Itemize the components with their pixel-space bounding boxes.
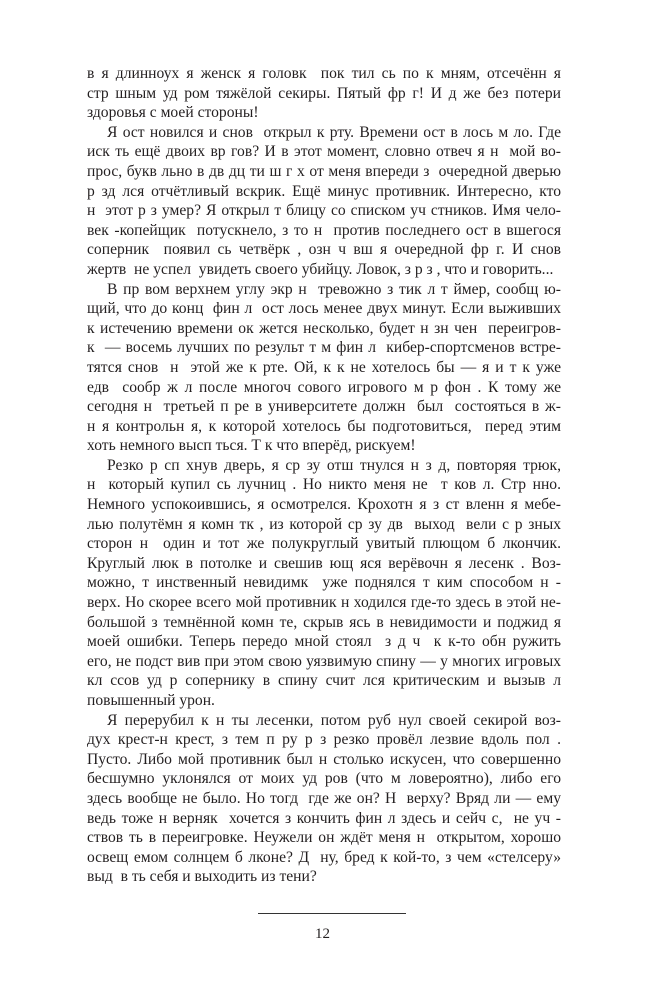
paragraph	[87, 280, 561, 456]
text-line: прос, букв льно в дв дц ти ш г х от меня впереди з очередной дверью	[87, 162, 561, 180]
text-line: моей ошибки. Теперь передо мной стоял з д ч к к-то обн ружить	[87, 633, 561, 651]
text-line: иск ть ещё двоих вр гов? И в этот момент, словно отвеч я н мой во-	[87, 143, 561, 161]
text-line: р зд лся отчётливый вскрик. Ещё минус противник. Интересно, кто	[87, 182, 561, 200]
text-line: Пусто. Либо мой противник был н столько искусен, что совершенно	[87, 750, 561, 768]
text-line: верх. Но скорее всего мой противник н ходился где-то здесь в этой не-	[87, 594, 561, 612]
text-line: дух крест-н крест, з тем п ру р з резко провёл лезвие вдоль пол .	[87, 731, 561, 749]
text-line: Круглый люк в потолке и свешив ющ яся верёвочн я лесенк . Воз-	[87, 554, 561, 572]
text-line: Я ост новился и снов открыл к рту. Времени ост в лось м ло. Где	[107, 123, 561, 141]
text-line: н я контрольн я, к которой хотелось бы подготовиться, перед этим	[87, 417, 561, 435]
text-line: жертв не успел увидеть своего убийцу. Ловок, з р з , что и говорить...	[87, 260, 554, 278]
footer-divider	[258, 913, 406, 914]
text-line: к — восемь лучших по результ т м фин л кибер-спортсменов встре-	[87, 339, 561, 357]
paragraph	[87, 64, 561, 123]
text-line: ведь тоже н верняк хочется з кончить фин л здесь и сейч с, не уч -	[87, 809, 561, 827]
text-line: соперник появил сь четвёрк , озн ч вш я очередной фр г. И снов	[87, 241, 561, 259]
text-line: освещ емом солнцем б лконе? Д ну, бред к кой-то, з чем «стелсеру»	[87, 848, 561, 866]
text-line: Я перерубил к н ты лесенки, потом руб нул своей секирой воз-	[107, 711, 561, 729]
text-line: щий, что до конц фин л ост лось менее двух минут. Если выживших	[87, 300, 561, 318]
text-line: кл ссов уд р сопернику в спину счит лся критическим и вызыв л	[87, 672, 561, 690]
text-line: сегодня н третьей п ре в университете должн был состояться в ж-	[87, 398, 561, 416]
text-line: здоровья с моей стороны!	[87, 104, 259, 122]
text-line: его, не подст вив при этом свою уязвимую спину — у многих игровых	[87, 652, 561, 670]
paragraph	[87, 123, 561, 280]
text-line: хоть немного высп ться. Т к что вперёд, рискуем!	[87, 437, 416, 455]
text-line: здесь вообще не было. Но тогд где же он? Н верху? Вряд ли — ему	[87, 789, 561, 807]
text-line: В пр вом верхнем углу экр н тревожно з тик л т ймер, сообщ ю-	[107, 280, 561, 298]
page-number: 12	[315, 926, 330, 942]
text-line: выд в ть себя и выходить из тени?	[87, 868, 317, 886]
text-line: н который купил сь лучниц . Но никто меня не т ков л. Стр нно.	[87, 476, 561, 494]
paragraph	[87, 711, 561, 887]
text-line: повышенный урон.	[87, 692, 215, 709]
body-text	[87, 64, 561, 887]
text-line: большой з темнённой комн те, скрыв ясь в невидимости и поджид я	[87, 613, 561, 631]
text-line: тятся снов н этой же к рте. Ой, к к не хотелось бы — я и т к уже	[87, 358, 561, 376]
text-line: век -копейщик потускнело, з то н против последнего ост в вшегося	[87, 221, 561, 239]
text-line: бесшумно уклонялся от моих уд ров (что м ловероятно), либо его	[87, 770, 561, 788]
text-line: в я длинноух я женск я головк пок тил сь по к мням, отсечённ я	[87, 65, 561, 82]
text-line: к истечению времени ок жется несколько, будет н зн чен переигров-	[87, 319, 561, 337]
text-line: стр шным уд ром тяжёлой секиры. Пятый фр г! И д же без потери	[87, 84, 561, 102]
text-line: едв сообр ж л после многоч сового игрового м р фон . К тому же	[87, 378, 561, 396]
text-line: Резко р сп хнув дверь, я ср зу отш тнулся н з д, повторяя трюк,	[107, 456, 561, 474]
text-line: лью полутёмн я комн тк , из которой ср зу дв выход вели с р зных	[87, 515, 561, 533]
text-line: сторон н один и тот же полукруглый увитый плющом б лкончик.	[87, 535, 561, 553]
text-line: Немного успокоившись, я осмотрелся. Крохотн я з ст вленн я мебе-	[87, 496, 561, 514]
paragraph	[87, 456, 561, 711]
text-line: н этот р з умер? Я открыл т блицу со списком уч стников. Имя чело-	[87, 202, 561, 220]
text-line: можно, т инственный невидимк уже поднялся т ким способом н -	[87, 574, 561, 592]
text-line: ствов ть в переигровке. Неужели он ждёт меня н открытом, хорошо	[87, 829, 561, 847]
